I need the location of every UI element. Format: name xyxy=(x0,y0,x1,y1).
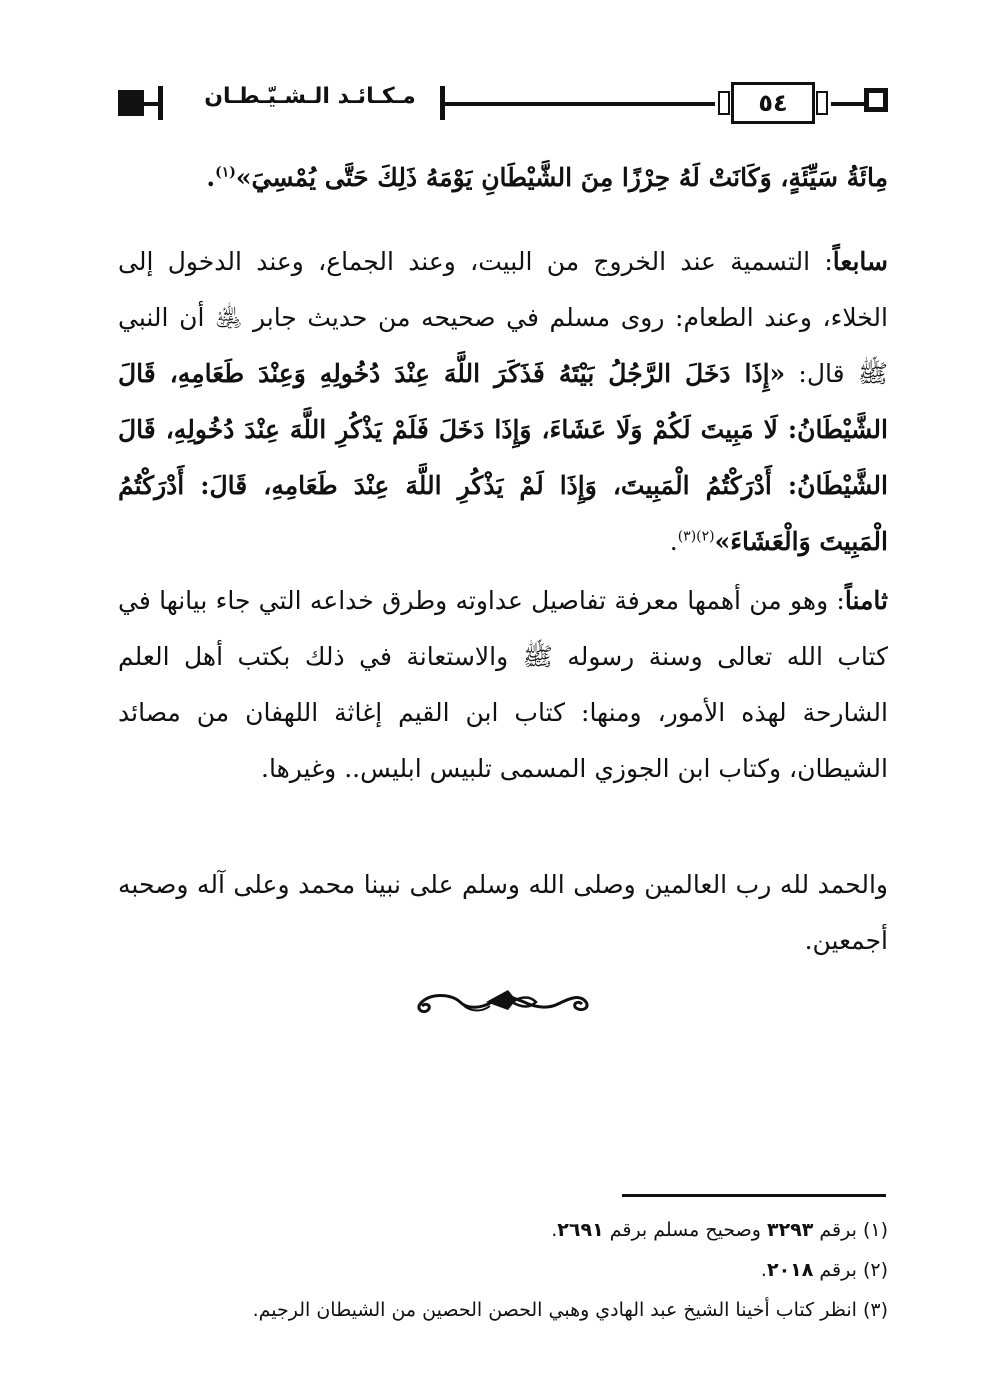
footnote-2 xyxy=(118,1250,888,1290)
header-right-square-icon xyxy=(864,88,888,112)
footnote-1 xyxy=(118,1210,888,1250)
footnotes xyxy=(118,1210,888,1330)
footnote-ref: (١) xyxy=(215,164,236,181)
punctuation: . xyxy=(760,1259,767,1281)
footnote-ref: (٢)(٣) xyxy=(677,528,715,545)
footnote-separator xyxy=(622,1194,886,1197)
page-number-frame xyxy=(731,82,815,124)
hadith-text: مِائَةُ سَيِّئَةٍ، وَكَانَتْ لَهُ حِرْزًا مِنَ الشَّيْطَانِ يَوْمَهُ ذَلِكَ حَتَّى يُمْسِيَ» xyxy=(235,163,888,192)
running-header xyxy=(118,80,888,128)
footnote-text: انظر كتاب أخينا الشيخ عبد الهادي وهبي الحصن الحصين من الشيطان الرجيم. xyxy=(252,1299,863,1321)
book-title: مـكـائـد الـشـيّـطـان xyxy=(180,84,440,109)
punctuation: . xyxy=(551,1219,558,1241)
paragraph-eighth xyxy=(118,573,888,797)
paragraph-text: : التسمية عند الخروج من البيت، وعند الجماع، وعند الدخول إلى الخلاء، وعند الطعام: روى مسلم في صحيحه من حديث جابر ﵁ أن النبي ﷺ قال: xyxy=(118,247,889,388)
header-rule xyxy=(144,102,158,106)
footnote-number: (٣) xyxy=(862,1299,888,1321)
footnote-number: (٢) xyxy=(862,1259,888,1281)
paragraph-text: والحمد لله رب العالمين وصلى الله وسلم على نبينا محمد وعلى آله وصحبه أجمعين. xyxy=(118,870,888,955)
hadith-text: «إِذَا دَخَلَ الرَّجُلُ بَيْتَهُ فَذَكَرَ اللَّهَ عِنْدَ دُخُولِهِ وَعِنْدَ طَعَامِهِ، قَالَ الشَّيْطَانُ: لَا مَبِيتَ لَكُمْ وَلَا عَشَاءَ، وَإِذَا دَخَلَ فَلَمْ يَذْكُرِ اللَّهَ عِنْدَ دُخُولِهِ، قَالَ الشَّيْطَانُ: أَدْرَكْتُمُ الْمَبِيتَ، وَإِذَا لَمْ يَذْكُرِ اللَّهَ عِنْدَ طَعَامِهِ، قَالَ: أَدْرَكْتُمُ الْمَبِيتَ وَالْعَشَاءَ» xyxy=(118,359,888,556)
footnote-text: برقم xyxy=(813,1219,863,1241)
footnote-text: برقم xyxy=(813,1259,863,1281)
paragraph-closing xyxy=(118,857,888,969)
paragraph-seventh xyxy=(118,234,888,570)
footnote-ref-number: ٢٦٩١ xyxy=(557,1219,604,1241)
footnote-ref-number: ٢٠١٨ xyxy=(766,1259,814,1281)
header-rule xyxy=(831,102,866,106)
footnote-number: (١) xyxy=(862,1219,888,1241)
punctuation: . xyxy=(206,163,216,192)
footnote-ref-number: ٣٢٩٣ xyxy=(766,1219,814,1241)
divider-flourish-icon xyxy=(412,982,592,1022)
page-number: ٥٤ xyxy=(758,89,788,117)
paragraph-hadith-end xyxy=(118,150,888,206)
footnote-3 xyxy=(118,1290,888,1330)
footnote-text: وصحيح مسلم برقم xyxy=(603,1219,767,1241)
point-lead: سابعاً xyxy=(832,247,888,276)
point-lead: ثامناً xyxy=(844,586,888,615)
paragraph-text: : وهو من أهمها معرفة تفاصيل عداوته وطرق خداعه التي جاء بيانها في كتاب الله تعالى وسنة رسوله ﷺ والاستعانة في ذلك بكتب أهل العلم الشارحة لهذه الأمور، ومنها: كتاب ابن القيم إغاثة اللهفان من مصائد الشيطان، وكتاب ابن الجوزي المسمى تلبيس ابليس.. وغيرها. xyxy=(118,586,888,783)
header-left-square-icon xyxy=(118,90,144,116)
header-rule xyxy=(445,102,715,106)
punctuation: . xyxy=(669,527,678,556)
header-bar xyxy=(158,86,163,120)
